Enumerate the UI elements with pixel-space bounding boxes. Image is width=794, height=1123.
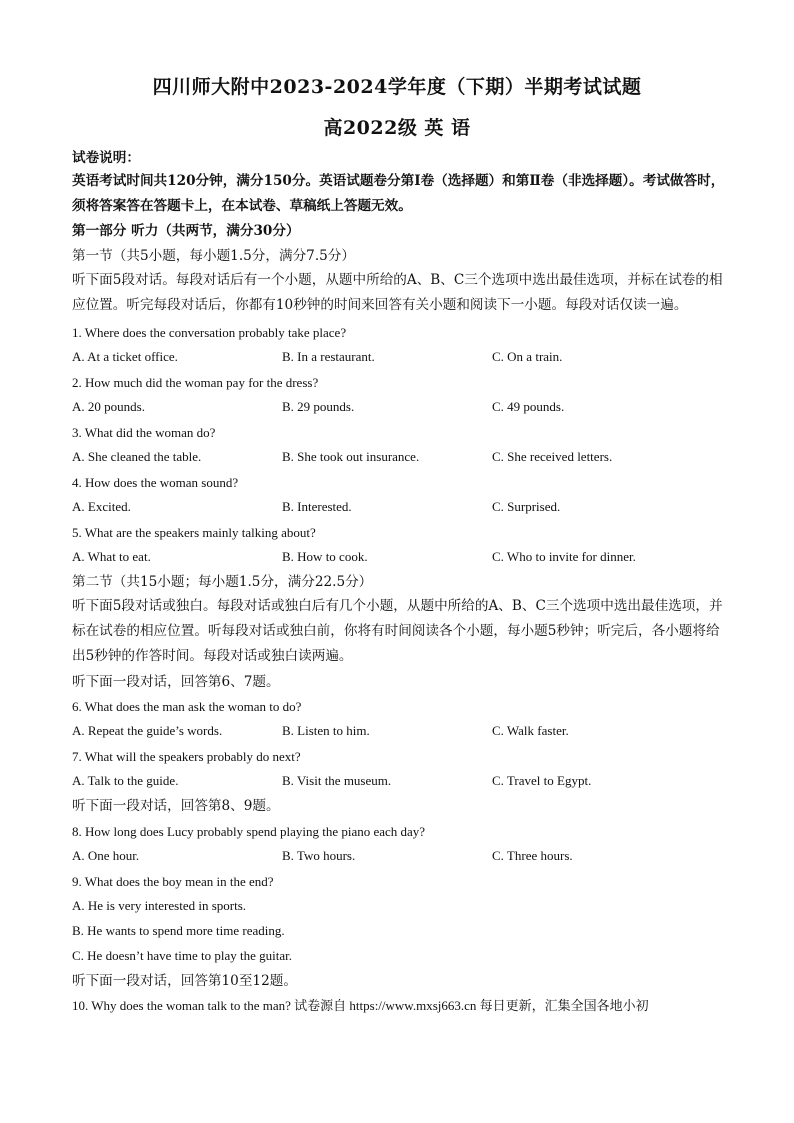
q5-option-c: C. Who to invite for dinner. — [492, 549, 636, 564]
question-4: 4. How does the woman sound? — [72, 475, 239, 490]
q5-option-b: B. How to cook. — [282, 549, 368, 564]
instructions-heading: 试卷说明： — [72, 150, 140, 166]
q6-option-b: B. Listen to him. — [282, 723, 370, 738]
section2-heading: 第二节（共15小题；每小题1.5分，满分22.5分） — [72, 574, 373, 590]
question-3: 3. What did the woman do? — [72, 425, 216, 440]
instructions-body: 英语考试时间共120分钟，满分150分。英语试题卷分第Ⅰ卷（选择题）和第Ⅱ卷（非选择题）。考试做答时，须将答案答在答题卡上，在本试卷、草稿纸上答题无效。 — [72, 173, 725, 214]
q8-option-c: C. Three hours. — [492, 848, 573, 863]
section2-directions: 听下面5段对话或独白。每段对话或独白后有几个小题，从题中所给的A、B、C三个选项中选出最佳选项，并标在试卷的相应位置。听每段对话或独白前，你将有时间阅读各个小题，每小题5秒钟；听完后，各小题将给出5秒钟的作答时间。每段对话或独白读两遍。 — [72, 598, 723, 664]
q2-option-c: C. 49 pounds. — [492, 399, 565, 414]
prompt-q6-7: 听下面一段对话，回答第6、7题。 — [72, 674, 280, 690]
question-8: 8. How long does Lucy probably spend playing the piano each day? — [72, 824, 426, 839]
q4-option-b: B. Interested. — [282, 499, 352, 514]
q2-option-b: B. 29 pounds. — [282, 399, 355, 414]
q6-option-c: C. Walk faster. — [492, 723, 569, 738]
q9-option-c: C. He doesn’t have time to play the guitar. — [72, 948, 292, 963]
prompt-q8-9: 听下面一段对话，回答第8、9题。 — [72, 798, 280, 814]
q3-option-a: A. She cleaned the table. — [72, 449, 202, 464]
q7-option-c: C. Travel to Egypt. — [492, 773, 592, 788]
q4-option-a: A. Excited. — [72, 499, 131, 514]
question-7: 7. What will the speakers probably do next? — [72, 749, 301, 764]
q8-option-a: A. One hour. — [72, 848, 140, 863]
prompt-q10-12: 听下面一段对话，回答第10至12题。 — [72, 973, 297, 989]
q3-option-c: C. She received letters. — [492, 449, 613, 464]
q3-option-b: B. She took out insurance. — [282, 449, 420, 464]
q7-option-b: B. Visit the museum. — [282, 773, 392, 788]
q9-option-a: A. He is very interested in sports. — [72, 898, 247, 913]
question-1: 1. Where does the conversation probably take place? — [72, 325, 347, 340]
q1-option-c: C. On a train. — [492, 349, 563, 364]
q9-option-b: B. He wants to spend more time reading. — [72, 923, 285, 938]
section1-heading: 第一节（共5小题，每小题1.5分，满分7.5分） — [72, 248, 355, 264]
q8-option-b: B. Two hours. — [282, 848, 356, 863]
q1-option-a: A. At a ticket office. — [72, 349, 178, 364]
question-5: 5. What are the speakers mainly talking about? — [72, 525, 316, 540]
exam-title: 四川师大附中2023-2024学年度（下期）半期考试试题 — [152, 76, 642, 98]
q2-option-a: A. 20 pounds. — [72, 399, 145, 414]
q5-option-a: A. What to eat. — [72, 549, 151, 564]
question-6: 6. What does the man ask the woman to do? — [72, 699, 302, 714]
q6-option-a: A. Repeat the guide’s words. — [72, 723, 223, 738]
exam-subtitle: 高2022级 英 语 — [323, 117, 471, 139]
q1-option-b: B. In a restaurant. — [282, 349, 375, 364]
q7-option-a: A. Talk to the guide. — [72, 773, 179, 788]
section1-directions: 听下面5段对话。每段对话后有一个小题，从题中所给的A、B、C三个选项中选出最佳选项，并标在试卷的相应位置。听完每段对话后，你都有10秒钟的时间来回答有关小题和阅读下一小题。每段对话仅读一遍。 — [72, 272, 723, 313]
question-2: 2. How much did the woman pay for the dress? — [72, 375, 319, 390]
question-9: 9. What does the boy mean in the end? — [72, 874, 274, 889]
q4-option-c: C. Surprised. — [492, 499, 561, 514]
part1-heading: 第一部分 听力（共两节，满分30分） — [72, 223, 300, 239]
question-10: 10. Why does the woman talk to the man? 试卷源自 https://www.mxsj663.cn 每日更新，汇集全国各地小初 — [72, 998, 649, 1013]
